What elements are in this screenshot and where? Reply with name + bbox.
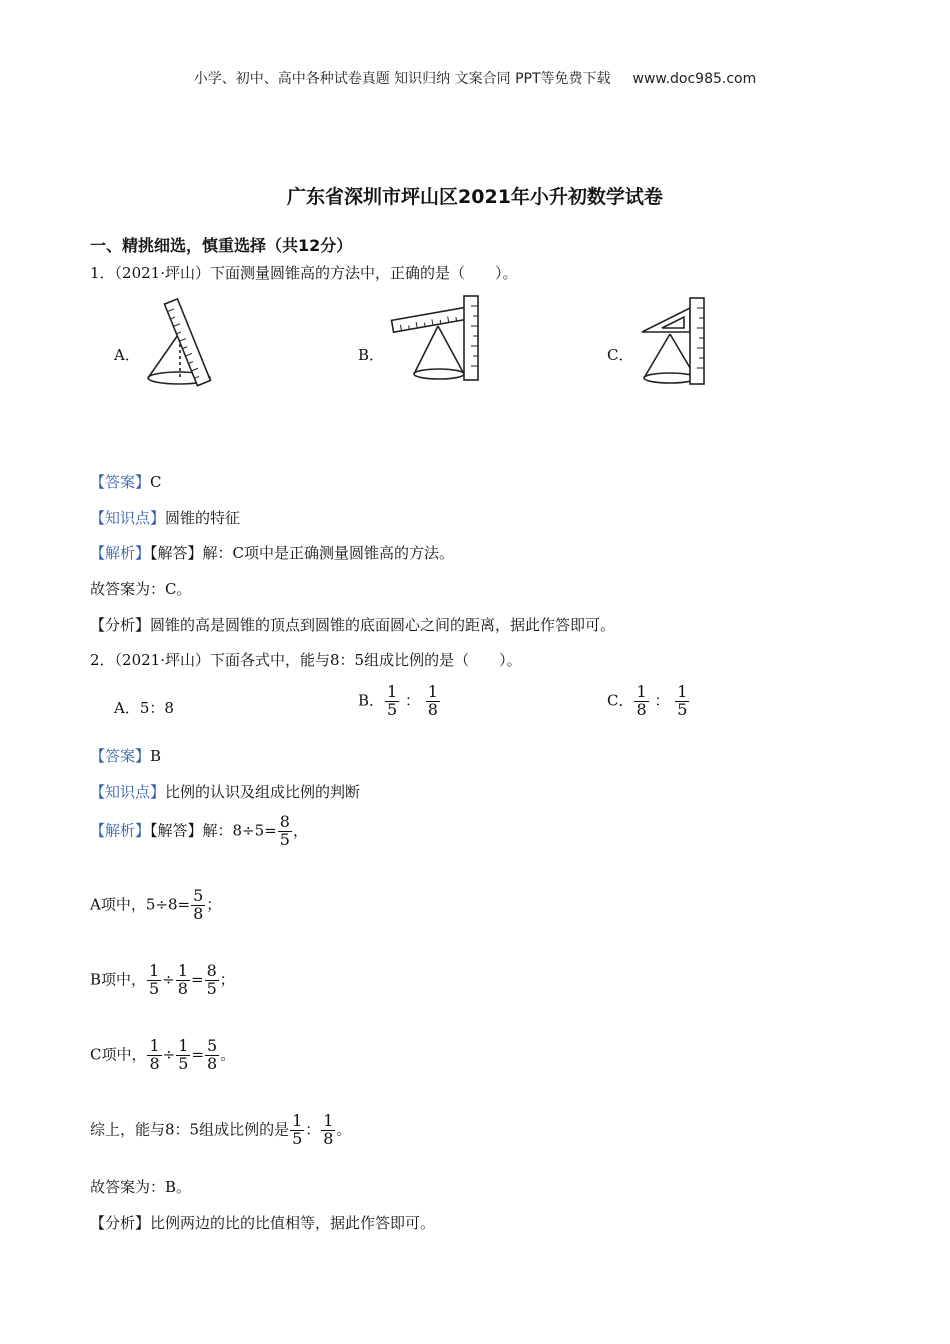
q1-analysis <box>90 542 454 563</box>
page-header <box>0 68 950 88</box>
q2-solution-line-2 <box>90 888 221 923</box>
q2-option-c <box>607 684 690 719</box>
q2-remark-value: 比例两边的比的比值相等，据此作答即可。 <box>150 1214 436 1232</box>
fraction: $\frac{1}{5}$ <box>677 682 688 719</box>
remark-tag: 【分析】 <box>90 616 151 634</box>
q1-answer-value: C <box>150 473 162 491</box>
q1-knowledge <box>90 507 240 528</box>
remark-tag: 【分析】 <box>90 1214 151 1232</box>
solution-text: C项中， <box>90 1045 147 1064</box>
page-title: 广东省深圳市坪山区2021年小升初数学试卷 <box>287 186 663 208</box>
q2-stem: 2．（2021·坪山）下面各式中，能与8：5组成比例的是（ ）。 <box>90 651 522 669</box>
fraction: $\frac{1}{8}$ <box>177 961 188 998</box>
fraction: $\frac{1}{8}$ <box>427 682 438 719</box>
solution-punct: ， <box>292 821 308 840</box>
analysis-tag: 【解析】 <box>90 821 151 840</box>
q1-option-a-figure <box>138 296 228 391</box>
set-square-icon <box>642 308 690 332</box>
q2-answer-value: B <box>150 747 162 765</box>
q1-remark <box>90 614 615 635</box>
q1-option-a-label: A． <box>114 346 140 364</box>
q2-solution-line-1 <box>90 814 308 849</box>
q1-conclusion: 故答案为：C。 <box>90 580 192 598</box>
q2-conclusion: 故答案为：B。 <box>90 1178 192 1196</box>
fraction: $\frac{1}{5}$ <box>178 1036 189 1073</box>
ruler-icon <box>690 298 704 384</box>
operator: ÷ <box>162 1045 176 1064</box>
q1-stem: 1．（2021·坪山）下面测量圆锥高的方法中，正确的是（ ）。 <box>90 264 518 282</box>
fraction: $\frac{8}{5}$ <box>279 812 290 849</box>
header-slogan: 小学、初中、高中各种试卷真题 知识归纳 文案合同 PPT等免费下载 <box>193 71 611 87</box>
fraction: $\frac{1}{5}$ <box>149 961 160 998</box>
knowledge-tag: 【知识点】 <box>90 783 166 801</box>
ruler-icon <box>464 296 478 380</box>
cone-icon <box>644 334 696 383</box>
fraction: $\frac{1}{8}$ <box>636 682 647 719</box>
analysis-tag: 【解析】 <box>90 544 151 562</box>
solution-punct: 。 <box>336 1120 352 1139</box>
solution-text: A项中，5÷8= <box>90 895 191 914</box>
solution-punct: ； <box>219 970 235 989</box>
q2-option-b <box>358 684 441 719</box>
q1-remark-value: 圆锥的高是圆锥的顶点到圆锥的底面圆心之间的距离，据此作答即可。 <box>150 616 616 634</box>
fraction: $\frac{1}{8}$ <box>323 1111 334 1148</box>
q2-knowledge-value: 比例的认识及组成比例的判断 <box>165 783 361 801</box>
q2-solution-line-5 <box>90 1113 352 1148</box>
answer-tag: 【答案】 <box>90 747 151 765</box>
fraction: $\frac{1}{8}$ <box>149 1036 160 1073</box>
ratio-sep: ： <box>305 1120 321 1139</box>
operator: = <box>191 1045 205 1064</box>
ratio-sep: ： <box>654 691 670 710</box>
q2-option-a: A．5：8 <box>114 699 174 717</box>
solution-punct: 。 <box>220 1045 236 1064</box>
q1-analysis-value: 【解答】解：C项中是正确测量圆锥高的方法。 <box>150 544 454 562</box>
operator: ÷ <box>162 970 175 989</box>
fraction: $\frac{1}{5}$ <box>292 1111 303 1148</box>
fraction: $\frac{5}{8}$ <box>207 1036 218 1073</box>
section-heading: 一、精挑细选，慎重选择（共12分） <box>90 236 353 255</box>
q1-option-b-figure <box>388 292 484 384</box>
solution-text: 综上，能与8：5组成比例的是 <box>90 1120 290 1139</box>
solution-text: 【解答】解：8÷5= <box>150 821 277 840</box>
q2-solution-line-4 <box>90 1038 235 1073</box>
q1-option-c-label: C． <box>607 346 634 364</box>
q1-option-b-label: B． <box>358 346 385 364</box>
fraction: $\frac{5}{8}$ <box>193 886 204 923</box>
ratio-sep: ： <box>405 691 421 710</box>
solution-punct: ； <box>206 895 222 914</box>
q1-knowledge-value: 圆锥的特征 <box>165 509 241 527</box>
ruler-icon <box>392 307 469 332</box>
q2-knowledge <box>90 781 360 802</box>
q2-answer <box>90 745 161 766</box>
operator: = <box>190 970 204 989</box>
q2-remark <box>90 1212 435 1233</box>
fraction: $\frac{1}{5}$ <box>387 682 398 719</box>
q2-option-c-label: C． <box>607 691 634 710</box>
q2-solution-line-3 <box>90 963 235 998</box>
solution-text: B项中， <box>90 970 147 989</box>
fraction: $\frac{8}{5}$ <box>206 961 217 998</box>
q1-option-c-figure <box>638 294 718 388</box>
header-site-link[interactable]: www.doc985.com <box>632 71 757 87</box>
cone-icon <box>414 326 464 379</box>
q1-answer <box>90 471 162 492</box>
knowledge-tag: 【知识点】 <box>90 509 166 527</box>
answer-tag: 【答案】 <box>90 473 151 491</box>
q2-option-b-label: B． <box>358 691 385 710</box>
